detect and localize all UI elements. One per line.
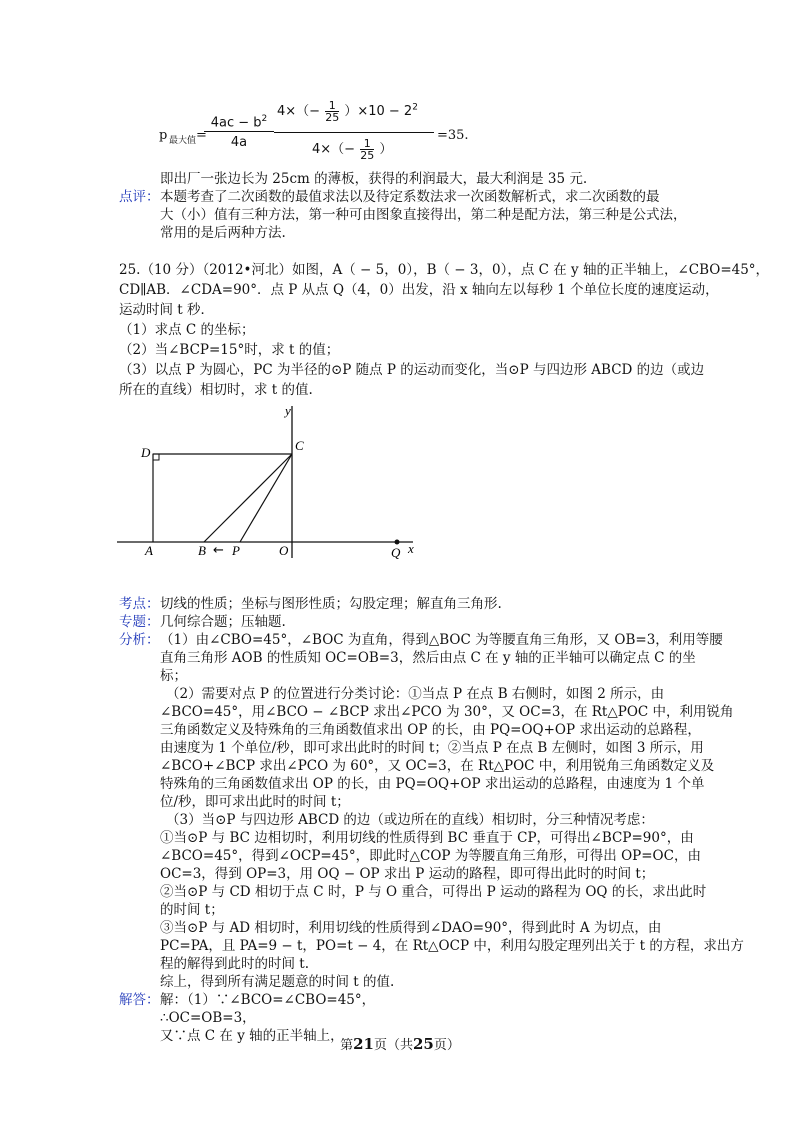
jieda-line-3: 又∵点 C 在 y 轴的正半轴上， [160, 1028, 344, 1044]
fenxi-line-11: （3）当⊙P 与四边形 ABCD 的边（或边所在的直线）相切时，分三种情况考虑： [166, 812, 654, 828]
label-o: O [279, 543, 289, 558]
vertex-numerator: 4ac − b [210, 115, 262, 131]
fenxi-line-8: ∠BCO+∠BCP 求出∠PCO 为 60°，又 OC=3，在 Rt△POC 中，利用锐角三角函数定义及 [160, 758, 715, 774]
fenxi-line-10: 位/秒，即可求出此时的时间 t； [160, 794, 350, 810]
problem-line-1: 25.（10 分）（2012•河北）如图，A（ − 5，0），B（ − 3，0），点 C 在 y 轴的正半轴上，∠CBO=45°， [119, 262, 770, 278]
numerator-suffix: ）×10 − 2 [344, 104, 413, 119]
fenxi-line-18: PC=PA，且 PA=9 − t，PO=t − 4，在 Rt△OCP 中，利用勾股定理列出关于 t 的方程，求出方 [160, 938, 744, 954]
footer-prefix: 第 [340, 1038, 354, 1053]
left-arrow-icon: ← [213, 543, 224, 558]
fenxi-line-4: （2）需要对点 P 的位置进行分类讨论：①当点 P 在点 B 右侧时，如图 2 所示，由 [166, 686, 665, 702]
fenxi-line-3: 标； [160, 668, 187, 684]
fenxi-line-5: ∠BCO=45°，用∠BCO − ∠BCP 求出∠PCO 为 30°，又 OC=3，在 Rt△POC 中，利用锐角 [160, 704, 734, 720]
p-label: p [159, 128, 168, 143]
jieda-label: 解答： [119, 992, 160, 1008]
den-inner-frac-num: 1 [363, 137, 371, 150]
comment-line-1: 本题考查了二次函数的最值求法以及待定系数法求一次函数解析式，求二次函数的最 [160, 189, 660, 205]
denominator-prefix: 4×（− [312, 142, 356, 157]
substituted-fraction [274, 98, 434, 168]
inner-frac-num: 1 [328, 99, 336, 112]
vertex-denominator: 4a [204, 131, 274, 150]
label-d: D [141, 445, 151, 460]
fenxi-line-16: 的时间 t； [160, 902, 224, 918]
conclusion-line: 即出厂一张边长为 25cm 的薄板，获得的利润最大，最大利润是 35 元. [160, 171, 588, 187]
zhuanti-label: 专题： [119, 614, 160, 630]
fenxi-line-12: ①当⊙P 与 BC 边相切时，利用切线的性质得到 BC 垂直于 CP，可得出∠BCP=90°，由 [160, 830, 694, 846]
y-axis-label: y [285, 403, 291, 418]
fenxi-line-13: ∠BCO=45°，得到∠OCP=45°，即此时△COP 为等腰直角三角形，可得出 OP=OC，由 [160, 848, 701, 864]
fenxi-line-1: （1）由∠CBO=45°，∠BOC 为直角，得到△BOC 为等腰直角三角形，又 OB=3，利用等腰 [160, 632, 723, 648]
fenxi-line-15: ②当⊙P 与 CD 相切于点 C 时，P 与 O 重合，可得出 P 运动的路程为 OQ 的长，求出此时 [160, 884, 707, 900]
den-inner-frac-den: 25 [360, 149, 375, 162]
total-pages: 25 [413, 1035, 434, 1053]
formula-result: =35. [437, 128, 469, 143]
label-p: P [232, 543, 240, 558]
fenxi-line-20: 综上，得到所有满足题意的时间 t 的值. [160, 974, 395, 990]
inner-frac-den: 25 [325, 111, 340, 124]
right-angle-mark [153, 454, 159, 460]
kaodian-label: 考点： [119, 596, 160, 612]
jieda-line-1: 解：（1）∵∠BCO=∠CBO=45°， [160, 992, 376, 1008]
comment-line-3: 常用的是后两种方法. [160, 225, 286, 241]
fenxi-line-19: 程的解得到此时的时间 t. [160, 956, 310, 972]
vertex-numerator-exponent: 2 [261, 114, 268, 124]
fenxi-line-2: 直角三角形 AOB 的性质知 OC=OB=3，然后由点 C 在 y 轴的正半轴可以确定点 C 的坐 [160, 650, 696, 666]
problem-part-3: （3）以点 P 为圆心，PC 为半径的⊙P 随点 P 的运动而变化，当⊙P 与四边形 ABCD 的边（或边 [119, 362, 705, 378]
footer-suffix: 页） [433, 1038, 460, 1053]
label-a: A [145, 543, 153, 558]
current-page-number: 21 [353, 1035, 374, 1053]
numerator-exponent: 2 [412, 102, 418, 113]
footer-mid: 页（共 [373, 1038, 413, 1053]
page-footer [0, 1034, 800, 1053]
problem-part-3-cont: 所在的直线）相切时，求 t 的值. [119, 382, 313, 398]
label-b: B [198, 543, 206, 558]
problem-line-3: 运动时间 t 秒． [119, 302, 215, 318]
point-q-dot [395, 540, 400, 545]
profit-max-formula [159, 98, 479, 168]
fenxi-line-9: 特殊角的三角函数值求出 OP 的长，由 PQ=OQ+OP 求出运动的总路程，由速度为 1 个单 [160, 776, 705, 792]
fenxi-line-7: 由速度为 1 个单位/秒，即可求出此时的时间 t；②当点 P 在点 B 左侧时，如图 3 所示，用 [160, 740, 704, 756]
label-q: Q [391, 545, 401, 560]
jieda-line-2: ∴OC=OB=3， [160, 1010, 256, 1026]
denominator-suffix: ） [379, 142, 393, 157]
fenxi-line-17: ③当⊙P 与 AD 相切时，利用切线的性质得到∠DAO=90°，得到此时 A 为切点，由 [160, 920, 662, 936]
x-axis-label: x [408, 541, 414, 556]
zhuanti-text: 几何综合题；压轴题. [160, 614, 286, 630]
problem-part-2: （2）当∠BCP=15°时，求 t 的值； [119, 342, 340, 358]
vertex-formula-fraction [204, 114, 274, 154]
p-subscript: 最大值 [169, 136, 197, 146]
comment-line-2: 大（小）值有三种方法，第一种可由图象直接得出，第二种是配方法，第三种是公式法， [160, 207, 687, 223]
equals-sign: = [196, 128, 207, 143]
problem-line-2: CD∥AB．∠CDA=90°．点 P 从点 Q（4，0）出发，沿 x 轴向左以每秒 1 个单位长度的速度运动， [119, 282, 719, 298]
fenxi-line-6: 三角函数定义及特殊角的三角函数值求出 OP 的长，由 PQ=OQ+OP 求出运动的总路程， [160, 722, 701, 738]
problem-part-1: （1）求点 C 的坐标； [119, 322, 255, 338]
fenxi-line-14: OC=3，得到 OP=3，用 OQ − OP 求出 P 运动的路程，即可得出此时的时间 t； [160, 866, 655, 882]
label-c: C [295, 438, 304, 453]
kaodian-text: 切线的性质；坐标与图形性质；勾股定理；解直角三角形. [160, 596, 502, 612]
numerator-prefix: 4×（− [277, 104, 321, 119]
coordinate-figure [115, 398, 425, 563]
comment-label: 点评： [119, 189, 160, 205]
fenxi-label: 分析： [119, 632, 160, 648]
